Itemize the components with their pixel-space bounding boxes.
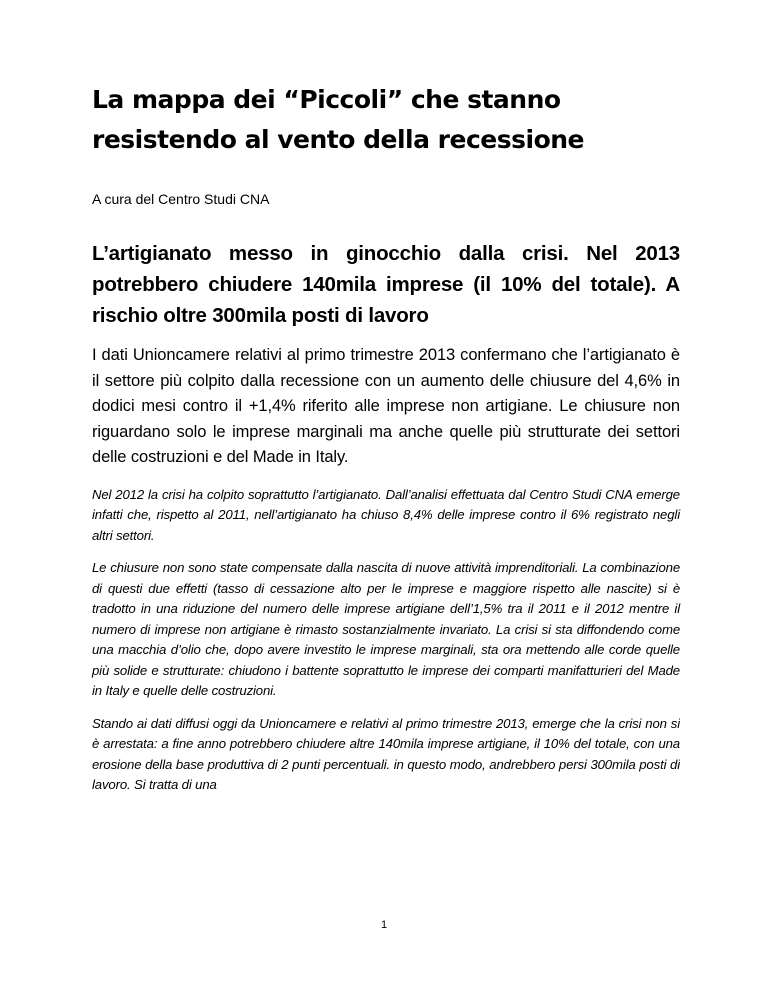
document-author: A cura del Centro Studi CNA [92, 191, 270, 207]
section-heading: L’artigianato messo in ginocchio dalla crisi. Nel 2013 potrebbero chiudere 140mila imprese (il 10% del totale). A rischio oltre 300mila posti di lavoro [92, 242, 680, 327]
document-title: La mappa dei “Piccoli” che stanno resistendo al vento della recessione [92, 85, 584, 154]
body-paragraph: Nel 2012 la crisi ha colpito soprattutto l’artigianato. Dall’analisi effettuata dal Centro Studi CNA emerge infatti che, rispetto al 2011, nell’artigianato ha chiuso 8,4% delle imprese contro il 6% registrato negli altri settori. [92, 486, 680, 543]
document-body [92, 80, 680, 796]
lead-paragraph: I dati Unioncamere relativi al primo trimestre 2013 confermano che l’artigianato è il settore più colpito dalla recessione con un aumento delle chiusure del 4,6% in dodici mesi contro il +1,4% riferito alle imprese non artigiane. Le chiusure non riguardano solo le imprese marginali ma anche quelle più strutturate dei settori delle costruzioni e del Made in Italy. [92, 346, 680, 466]
page-number: 1 [380, 919, 388, 931]
body-paragraph: Le chiusure non sono state compensate dalla nascita di nuove attività imprenditoriali. La combinazione di questi due effetti (tasso di cessazione alto per le imprese e maggiore rispetto alle nascite) si è tradotto in una riduzione del numero delle imprese artigiane dell’1,5% tra il 2011 e il 2012 mentre il numero di imprese non artigiane è rimasto sostanzialmente invariato. La crisi si sta diffondendo come una macchia d’olio che, dopo avere investito le imprese marginali, sta ora mettendo alle corde quelle più solide e strutturate: chiudono i battente soprattutto le imprese dei comparti manifatturieri del Made in Italy e quelle delle costruzioni. [92, 560, 680, 698]
body-paragraph: Stando ai dati diffusi oggi da Unioncamere e relativi al primo trimestre 2013, emerge che la crisi non si è arrestata: a fine anno potrebbero chiudere altre 140mila imprese artigiane, il 10% del totale, con una erosione della base produttiva di 2 punti percentuali. in questo modo, andrebbero persi 300mila posti di lavoro. Si tratta di una [92, 715, 680, 792]
